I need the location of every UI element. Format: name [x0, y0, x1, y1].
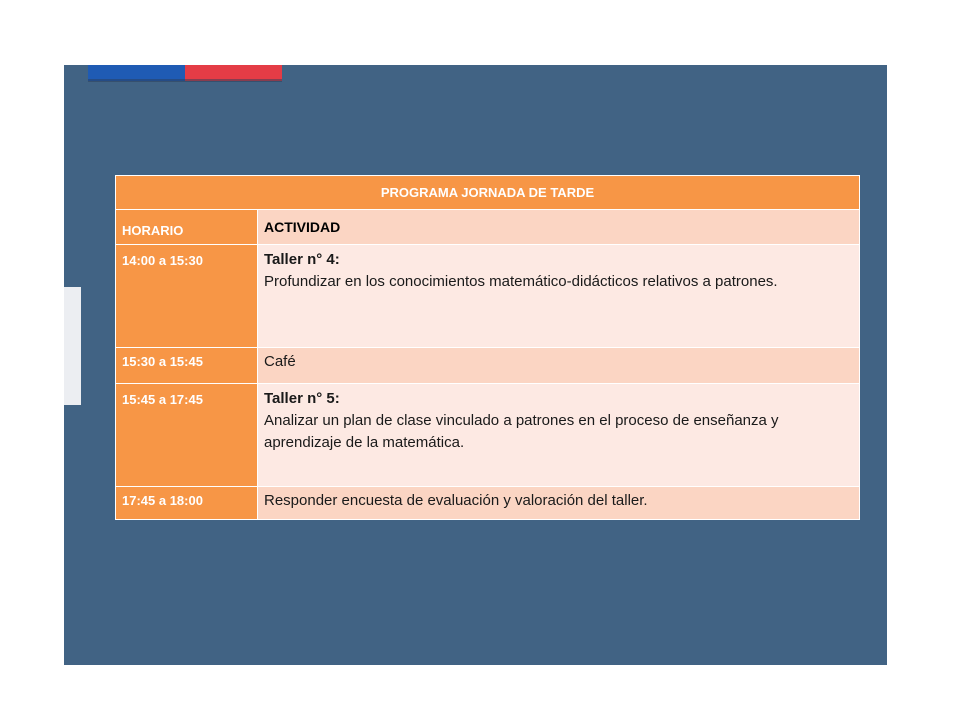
cell-horario: 17:45 a 18:00 — [116, 487, 258, 520]
activity-title: Taller n° 5: — [264, 390, 340, 407]
flag-bar-shadow — [88, 79, 282, 82]
activity-text: Analizar un plan de clase vinculado a patrones en el proceso de enseñanza y aprendizaje de la matemática. — [264, 412, 779, 451]
table-title-row — [116, 176, 860, 210]
cell-actividad — [258, 487, 860, 520]
table-title: PROGRAMA JORNADA DE TARDE — [116, 176, 860, 210]
header-actividad: ACTIVIDAD — [258, 210, 860, 245]
header-horario: HORARIO — [116, 210, 258, 245]
table-row — [116, 348, 860, 384]
cell-actividad — [258, 348, 860, 384]
table-header-row — [116, 210, 860, 245]
cell-horario: 14:00 a 15:30 — [116, 245, 258, 348]
schedule-table — [115, 175, 860, 509]
cell-actividad — [258, 384, 860, 487]
table-row — [116, 384, 860, 487]
cell-horario: 15:45 a 17:45 — [116, 384, 258, 487]
side-tab — [64, 287, 81, 405]
schedule-table-grid — [115, 175, 860, 520]
activity-text: Café — [264, 353, 296, 370]
table-row — [116, 245, 860, 348]
cell-horario: 15:30 a 15:45 — [116, 348, 258, 384]
activity-title: Taller n° 4: — [264, 251, 340, 268]
cell-actividad — [258, 245, 860, 348]
activity-text: Responder encuesta de evaluación y valoración del taller. — [264, 492, 648, 509]
activity-text: Profundizar en los conocimientos matemático-didácticos relativos a patrones. — [264, 273, 778, 290]
table-row — [116, 487, 860, 520]
